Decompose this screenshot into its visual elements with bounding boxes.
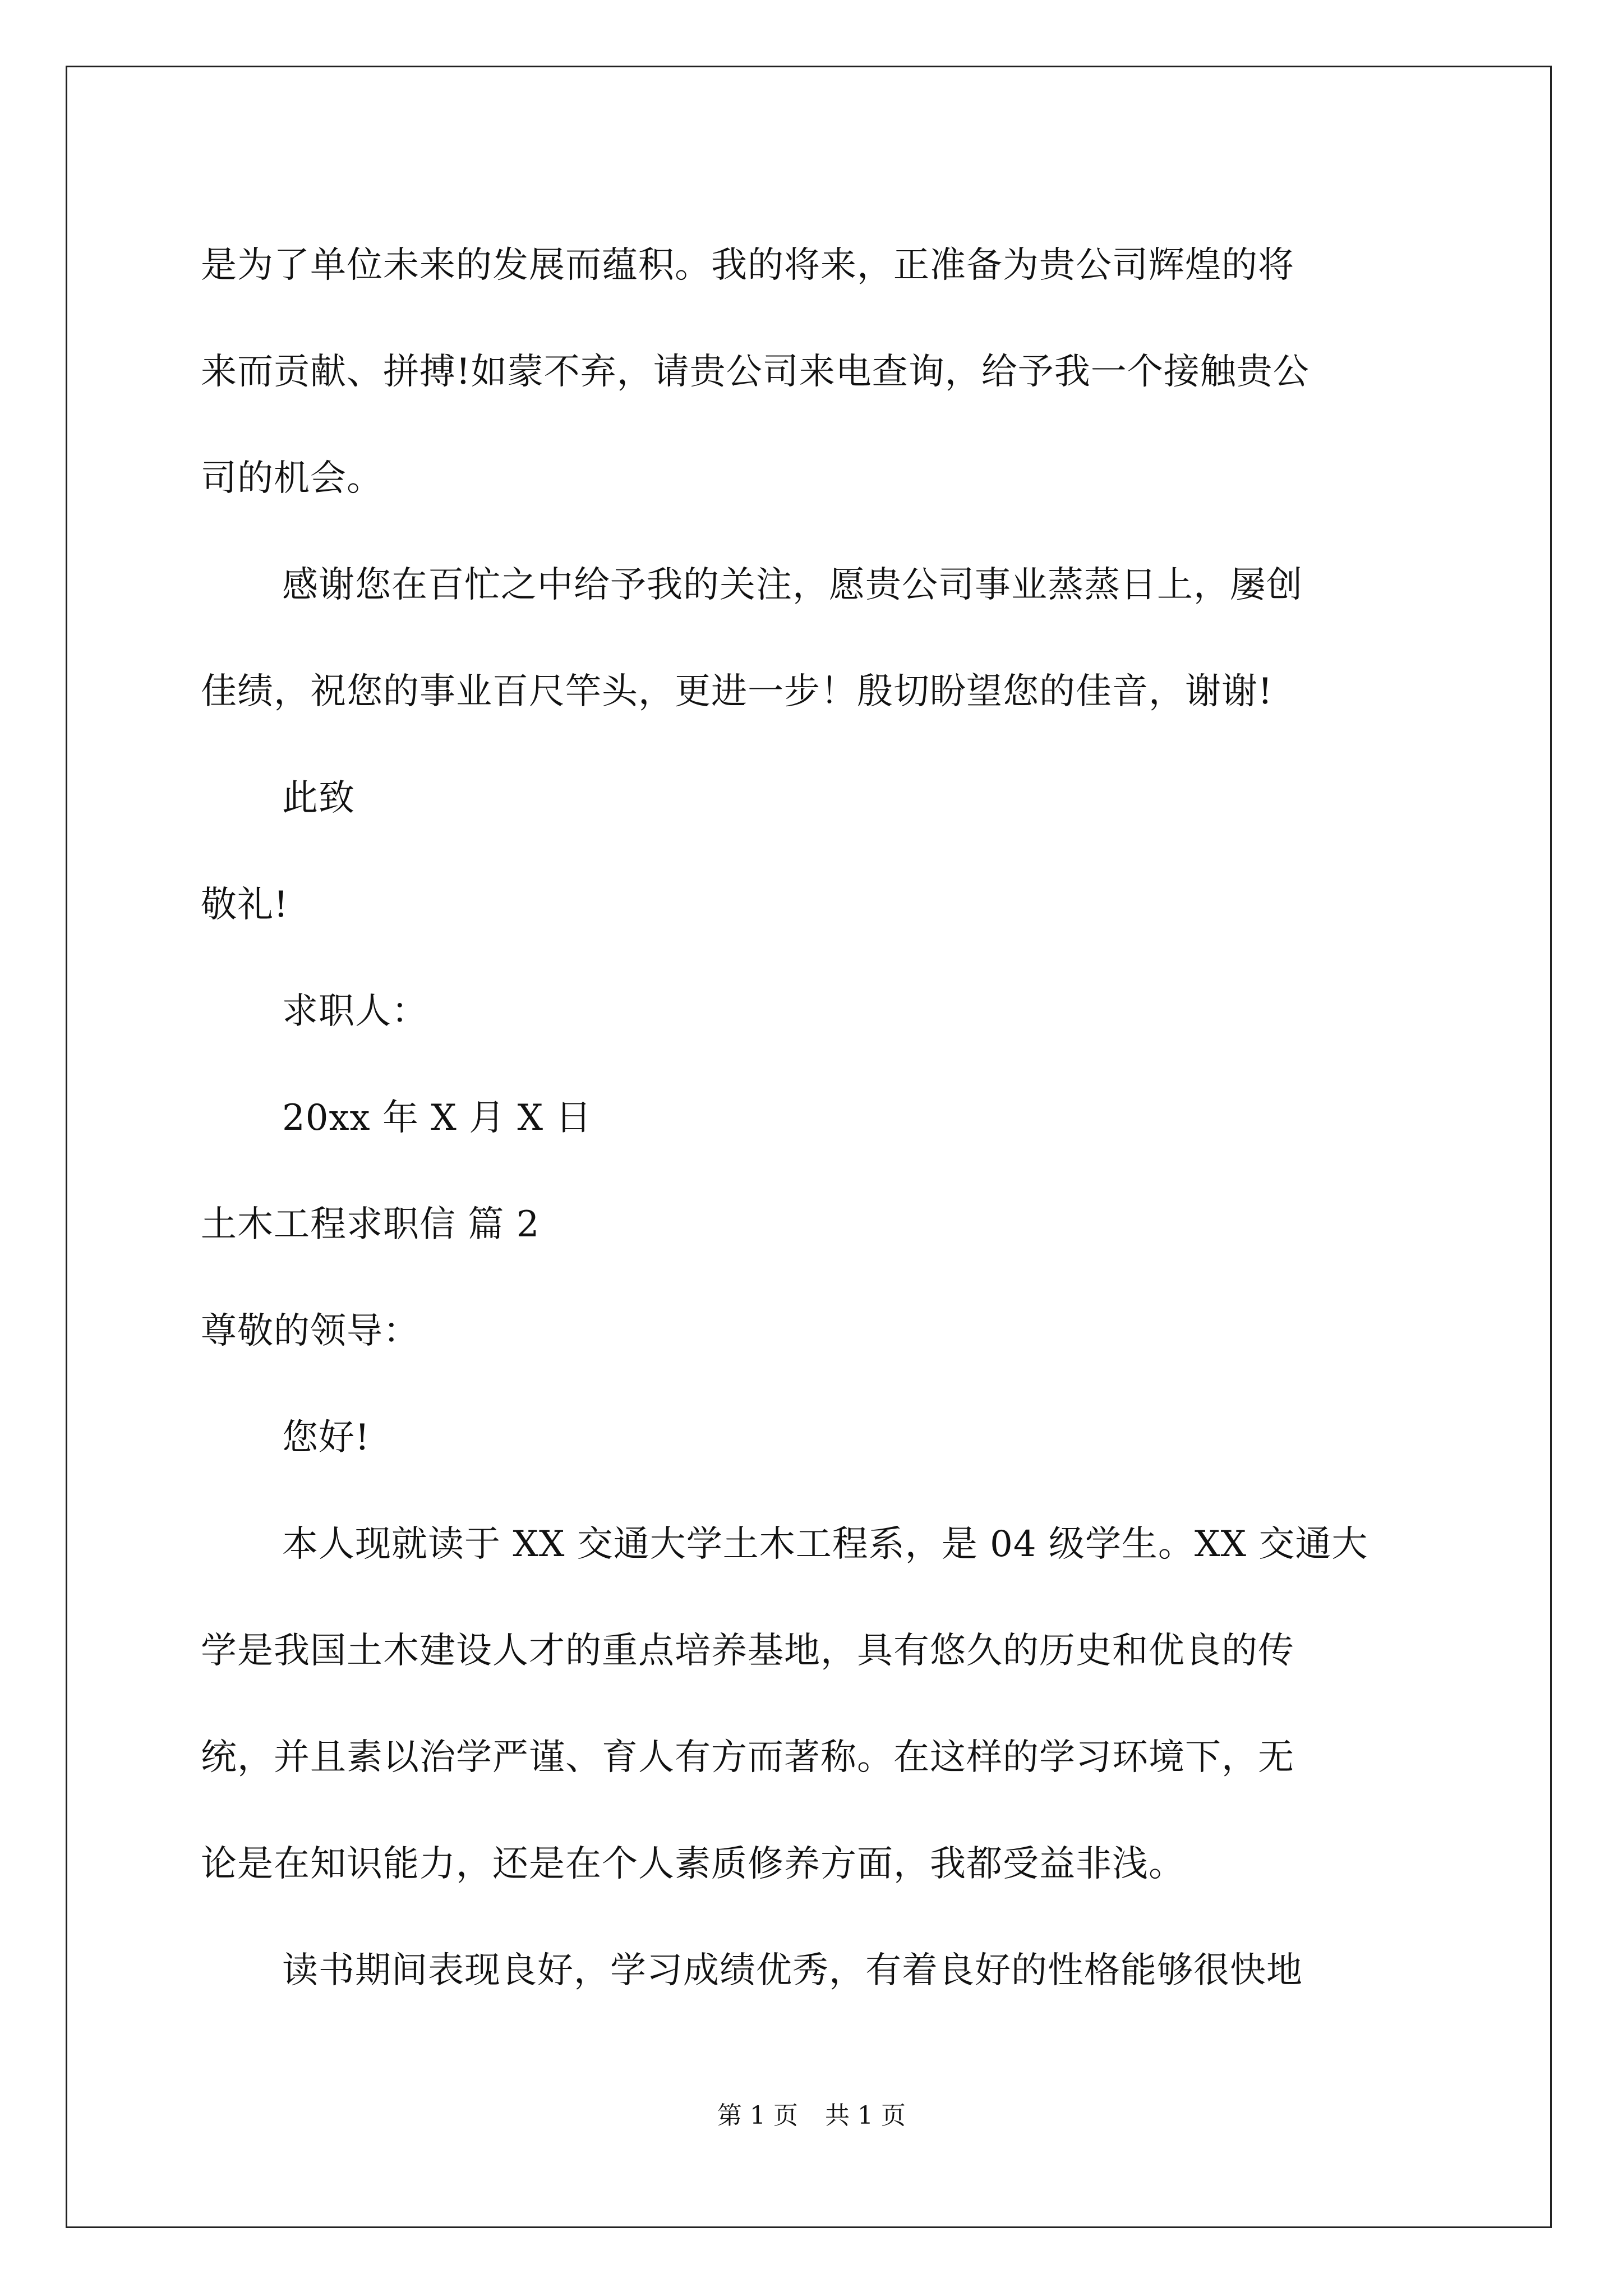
applicant-label: 求职人： [282, 991, 428, 1032]
text-line: 佳绩，祝您的事业百尺竿头，更进一步！殷切盼望您的佳音，谢谢! [201, 671, 1273, 712]
text-line: 论是在知识能力，还是在个人素质修养方面，我都受益非浅。 [201, 1843, 1185, 1885]
page-number: 第 1 页 [717, 2101, 798, 2130]
closing-salutation: 此致 [282, 777, 355, 819]
page-total: 共 1 页 [825, 2101, 906, 2130]
text-line: 本人现就读于 XX 交通大学土木工程系，是 04 级学生。XX 交通大 [282, 1524, 1368, 1565]
greeting-line: 尊敬的领导： [201, 1310, 419, 1352]
text-line: 司的机会。 [201, 458, 383, 499]
date-line: 20xx 年 X 月 X 日 [282, 1097, 592, 1139]
text-line: 学是我国土木建设人才的重点培养基地，具有悠久的历史和优良的传 [201, 1630, 1294, 1672]
greeting-hello: 您好! [282, 1417, 370, 1458]
page-footer [0, 2095, 1623, 2131]
text-line: 是为了单位未来的发展而蕴积。我的将来，正准备为贵公司辉煌的将 [201, 245, 1294, 286]
text-line: 感谢您在百忙之中给予我的关注，愿贵公司事业蒸蒸日上，屡创 [282, 564, 1303, 606]
closing-respect: 敬礼! [201, 884, 289, 926]
text-line: 统，并且素以治学严谨、育人有方而著称。在这样的学习环境下，无 [201, 1737, 1294, 1778]
text-line: 来而贡献、拼搏!如蒙不弃，请贵公司来电查询，给予我一个接触贵公 [201, 351, 1310, 393]
text-line: 读书期间表现良好，学习成绩优秀，有着良好的性格能够很快地 [282, 1950, 1303, 1991]
section-title: 土木工程求职信 篇 2 [201, 1204, 540, 1245]
document-body [201, 212, 1422, 2024]
